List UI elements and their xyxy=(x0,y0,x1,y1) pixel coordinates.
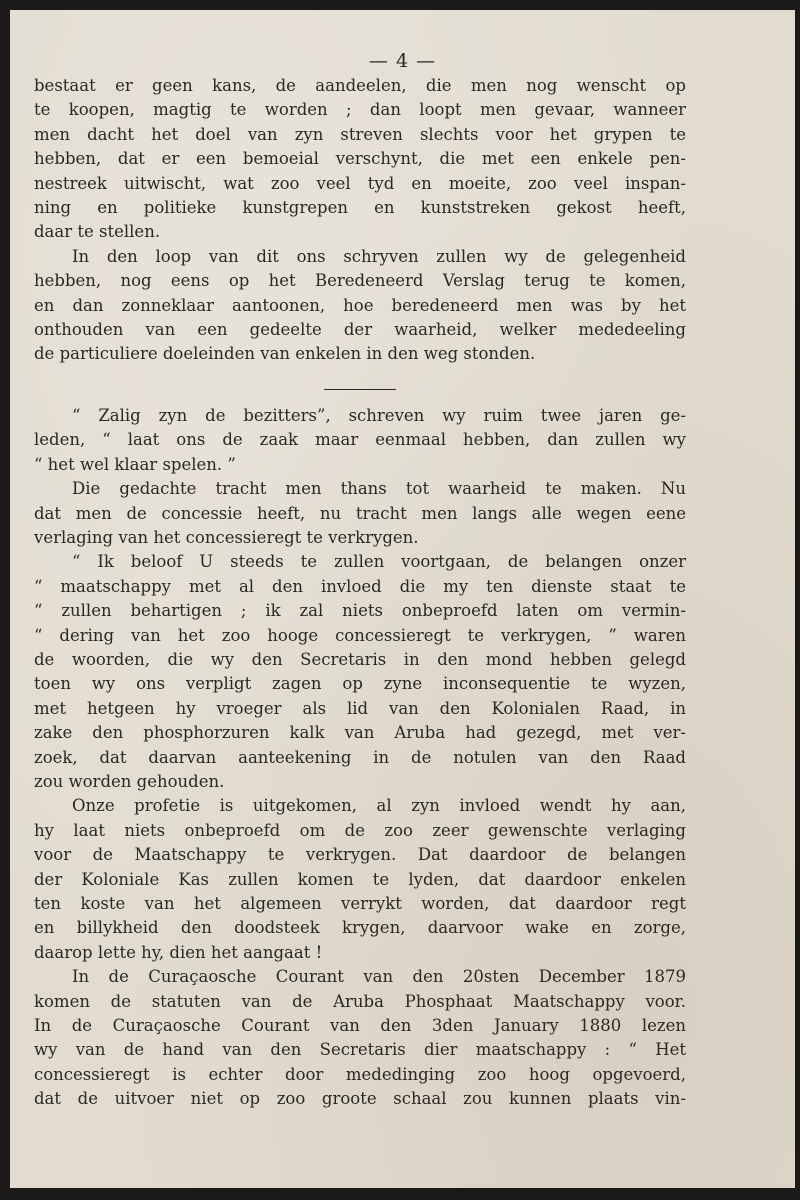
text-line: de particuliere doeleinden van enkelen in den weg stonden. xyxy=(34,344,536,364)
text-line: “ maatschappy met al den invloed die my ten dienste staat te xyxy=(34,576,686,596)
text-line: leden, “ laat ons de zaak maar eenmaal hebben, dan zullen wy xyxy=(34,430,686,450)
text-line: wy van de hand van den Secretaris dier maatschappy : “ Het xyxy=(34,1040,686,1060)
text-line: In de Curaçaosche Courant van den 20sten December 1879 xyxy=(72,967,686,987)
text-line: de woorden, die wy den Secretaris in den mond hebben gelegd xyxy=(34,649,686,669)
text-line: toen wy ons verpligt zagen op zyne inconsequentie te wyzen, xyxy=(34,674,686,694)
text-line: ning en politieke kunstgrepen en kunststreken gekost heeft, xyxy=(34,198,686,218)
text-line: komen de statuten van de Aruba Phosphaat Maatschappy voor. xyxy=(34,991,686,1011)
text-line: zoek, dat daarvan aanteekening in de notulen van den Raad xyxy=(34,747,686,767)
text-line: “ Zalig zyn de bezitters”, schreven wy ruim twee jaren ge- xyxy=(72,405,686,425)
section-divider xyxy=(324,389,396,390)
text-line: hy laat niets onbeproefd om de zoo zeer gewenschte verlaging xyxy=(34,820,686,840)
text-line: te koopen, magtig te worden ; dan loopt men gevaar, wanneer xyxy=(34,100,686,120)
text-line: Onze profetie is uitgekomen, al zyn invloed wendt hy aan, xyxy=(72,796,686,816)
text-line: In de Curaçaosche Courant van den 3den January 1880 lezen xyxy=(34,1016,686,1036)
text-line: verlaging van het concessieregt te verkrygen. xyxy=(34,527,419,547)
text-line: en dan zonneklaar aantoonen, hoe beredeneerd men was by het xyxy=(34,295,686,315)
text-line: “ dering van het zoo hooge concessieregt te verkrygen, ” waren xyxy=(34,625,686,645)
text-line: “ het wel klaar spelen. ” xyxy=(34,454,236,474)
text-line: zake den phosphorzuren kalk van Aruba had gezegd, met ver- xyxy=(34,723,686,743)
text-line: dat de uitvoer niet op zoo groote schaal zou kunnen plaats vin- xyxy=(34,1089,686,1109)
text-line: “ zullen behartigen ; ik zal niets onbeproefd laten om vermin- xyxy=(34,601,686,621)
text-line: men dacht het doel van zyn streven slechts voor het grypen te xyxy=(34,124,686,144)
text-line: hebben, dat er een bemoeial verschynt, die met een enkele pen- xyxy=(34,149,686,169)
text-line: daar te stellen. xyxy=(34,222,161,242)
text-line: ten koste van het algemeen verrykt worden, dat daardoor regt xyxy=(34,894,686,913)
text-line: voor de Maatschappy te verkrygen. Dat daardoor de belangen xyxy=(34,845,686,865)
document-page xyxy=(10,10,795,1188)
text-line: bestaat er geen kans, de aandeelen, die men nog wenscht op xyxy=(34,76,686,95)
text-line: der Koloniale Kas zullen komen te lyden, dat daardoor enkelen xyxy=(34,869,686,889)
text-line: met hetgeen hy vroeger als lid van den Kolonialen Raad, in xyxy=(34,698,686,718)
text-line: In den loop van dit ons schryven zullen wy de gelegenheid xyxy=(72,246,686,266)
text-line: Die gedachte tracht men thans tot waarheid te maken. Nu xyxy=(72,479,686,499)
text-line: dat men de concessie heeft, nu tracht men langs alle wegen eene xyxy=(34,503,686,523)
text-line: daarop lette hy, dien het aangaat ! xyxy=(34,942,323,962)
body-text xyxy=(34,74,686,1112)
text-line: “ Ik beloof U steeds te zullen voortgaan, de belangen onzer xyxy=(72,552,686,572)
page-number: — 4 — xyxy=(368,50,437,72)
text-line: en billykheid den doodsteek krygen, daarvoor wake en zorge, xyxy=(34,918,686,938)
text-line: hebben, nog eens op het Beredeneerd Verslag terug te komen, xyxy=(34,271,686,291)
text-line: onthouden van een gedeelte der waarheid, welker mededeeling xyxy=(34,320,686,340)
text-line: concessieregt is echter door mededinging zoo hoog opgevoerd, xyxy=(34,1064,686,1084)
text-line: zou worden gehouden. xyxy=(34,771,225,791)
text-line: nestreek uitwischt, wat zoo veel tyd en moeite, zoo veel inspan- xyxy=(34,173,686,193)
